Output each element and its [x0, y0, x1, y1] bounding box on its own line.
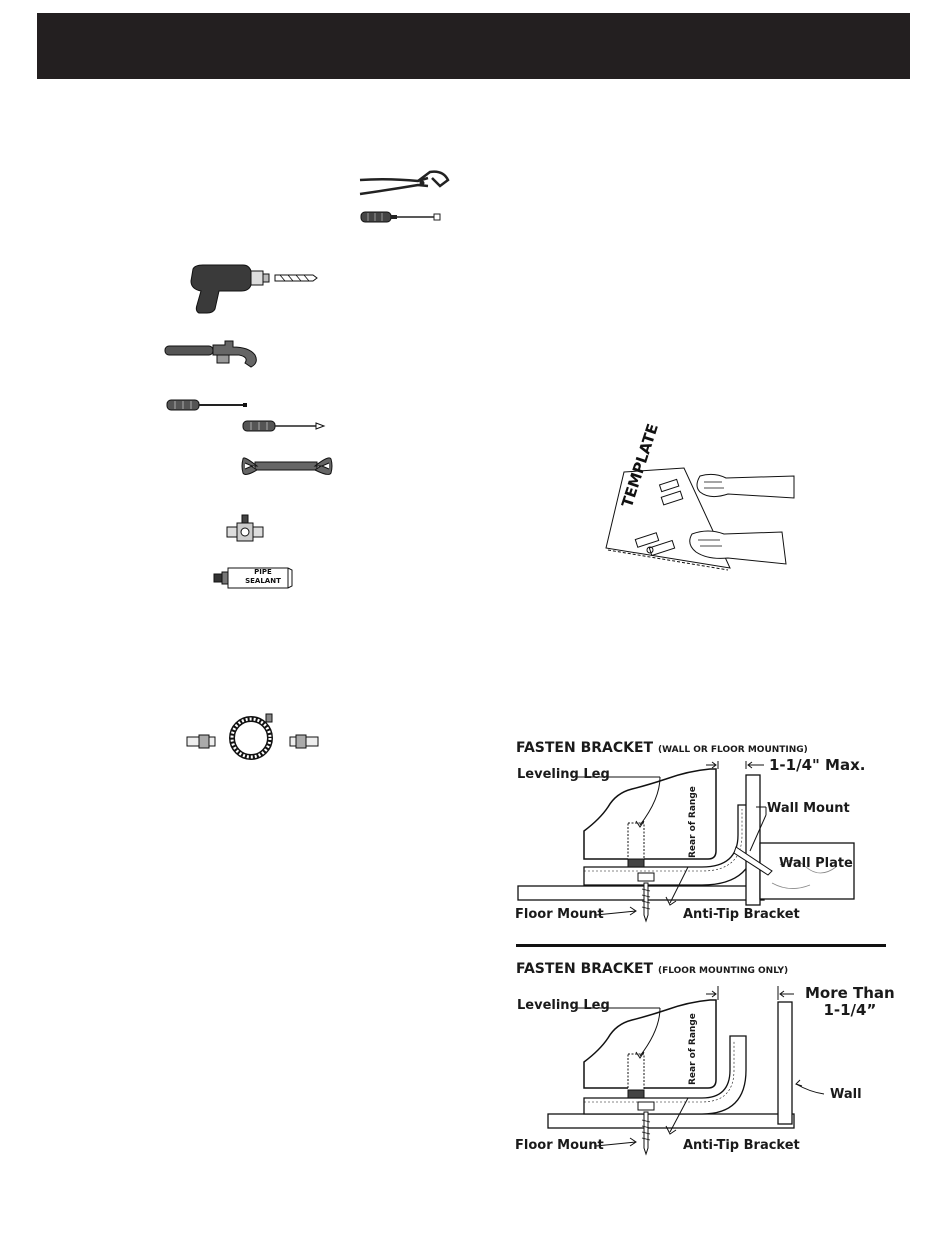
diagram-floor-rear-of-range-label: Rear of Range: [688, 1013, 698, 1085]
diagram-floor-clearance-line1: More Than: [805, 984, 895, 1002]
diagram-wall-wall-mount-label: Wall Mount: [767, 801, 850, 816]
diagram-wall-subtitle: (WALL OR FLOOR MOUNTING): [657, 745, 808, 755]
diagram-wall-wall-plate-label: Wall Plate: [779, 856, 853, 871]
pipe-sealant-tube: [214, 566, 294, 590]
diagram-floor-subtitle: (FLOOR MOUNTING ONLY): [657, 966, 789, 976]
diagram-wall-floor-mount-label: Floor Mount: [515, 907, 604, 922]
pliers-icon: [358, 168, 453, 204]
flat-screwdriver-icon: [166, 397, 250, 413]
diagram-wall-title: [516, 740, 808, 756]
diagram-wall-clearance-label: 1-1/4" Max.: [769, 756, 866, 774]
diagram-wall-leveling-leg-label: Leveling Leg: [517, 767, 610, 782]
flexible-connector-icon: [184, 710, 324, 758]
template-label: TEMPLATE: [618, 421, 662, 510]
diagram-floor-title: [516, 961, 788, 977]
phillips-screwdriver-icon: [242, 418, 328, 434]
diagram-wall-title-main: FASTEN BRACKET: [516, 740, 654, 756]
pipe-sealant-label-top: PIPE: [254, 568, 272, 576]
diagram-floor-floor-mount-label: Floor Mount: [515, 1138, 604, 1153]
diagram-floor-anti-tip-bracket-label: Anti-Tip Bracket: [683, 1138, 800, 1153]
open-end-wrench-icon: [241, 453, 333, 479]
pipe-sealant-label-bottom: SEALANT: [245, 577, 281, 585]
diagram-floor-leveling-leg-label: Leveling Leg: [517, 998, 610, 1013]
diagram-floor-title-main: FASTEN BRACKET: [516, 961, 654, 977]
diagram-divider: [516, 944, 886, 947]
drill-icon: [185, 263, 325, 315]
header-bar: [37, 13, 910, 79]
diagram-wall-anti-tip-bracket-label: Anti-Tip Bracket: [683, 907, 800, 922]
template-illustration: [604, 421, 804, 574]
diagram-wall-rear-of-range-label: Rear of Range: [688, 786, 698, 858]
diagram-floor-wall-label: Wall: [830, 1087, 862, 1102]
screwdriver-icon: [360, 210, 442, 224]
diagram-floor-clearance-line2: 1-1/4”: [823, 1001, 877, 1019]
shutoff-valve-icon: [225, 513, 265, 547]
diagram-floor-clearance-label: [805, 985, 895, 1019]
pipe-wrench-icon: [163, 337, 268, 371]
